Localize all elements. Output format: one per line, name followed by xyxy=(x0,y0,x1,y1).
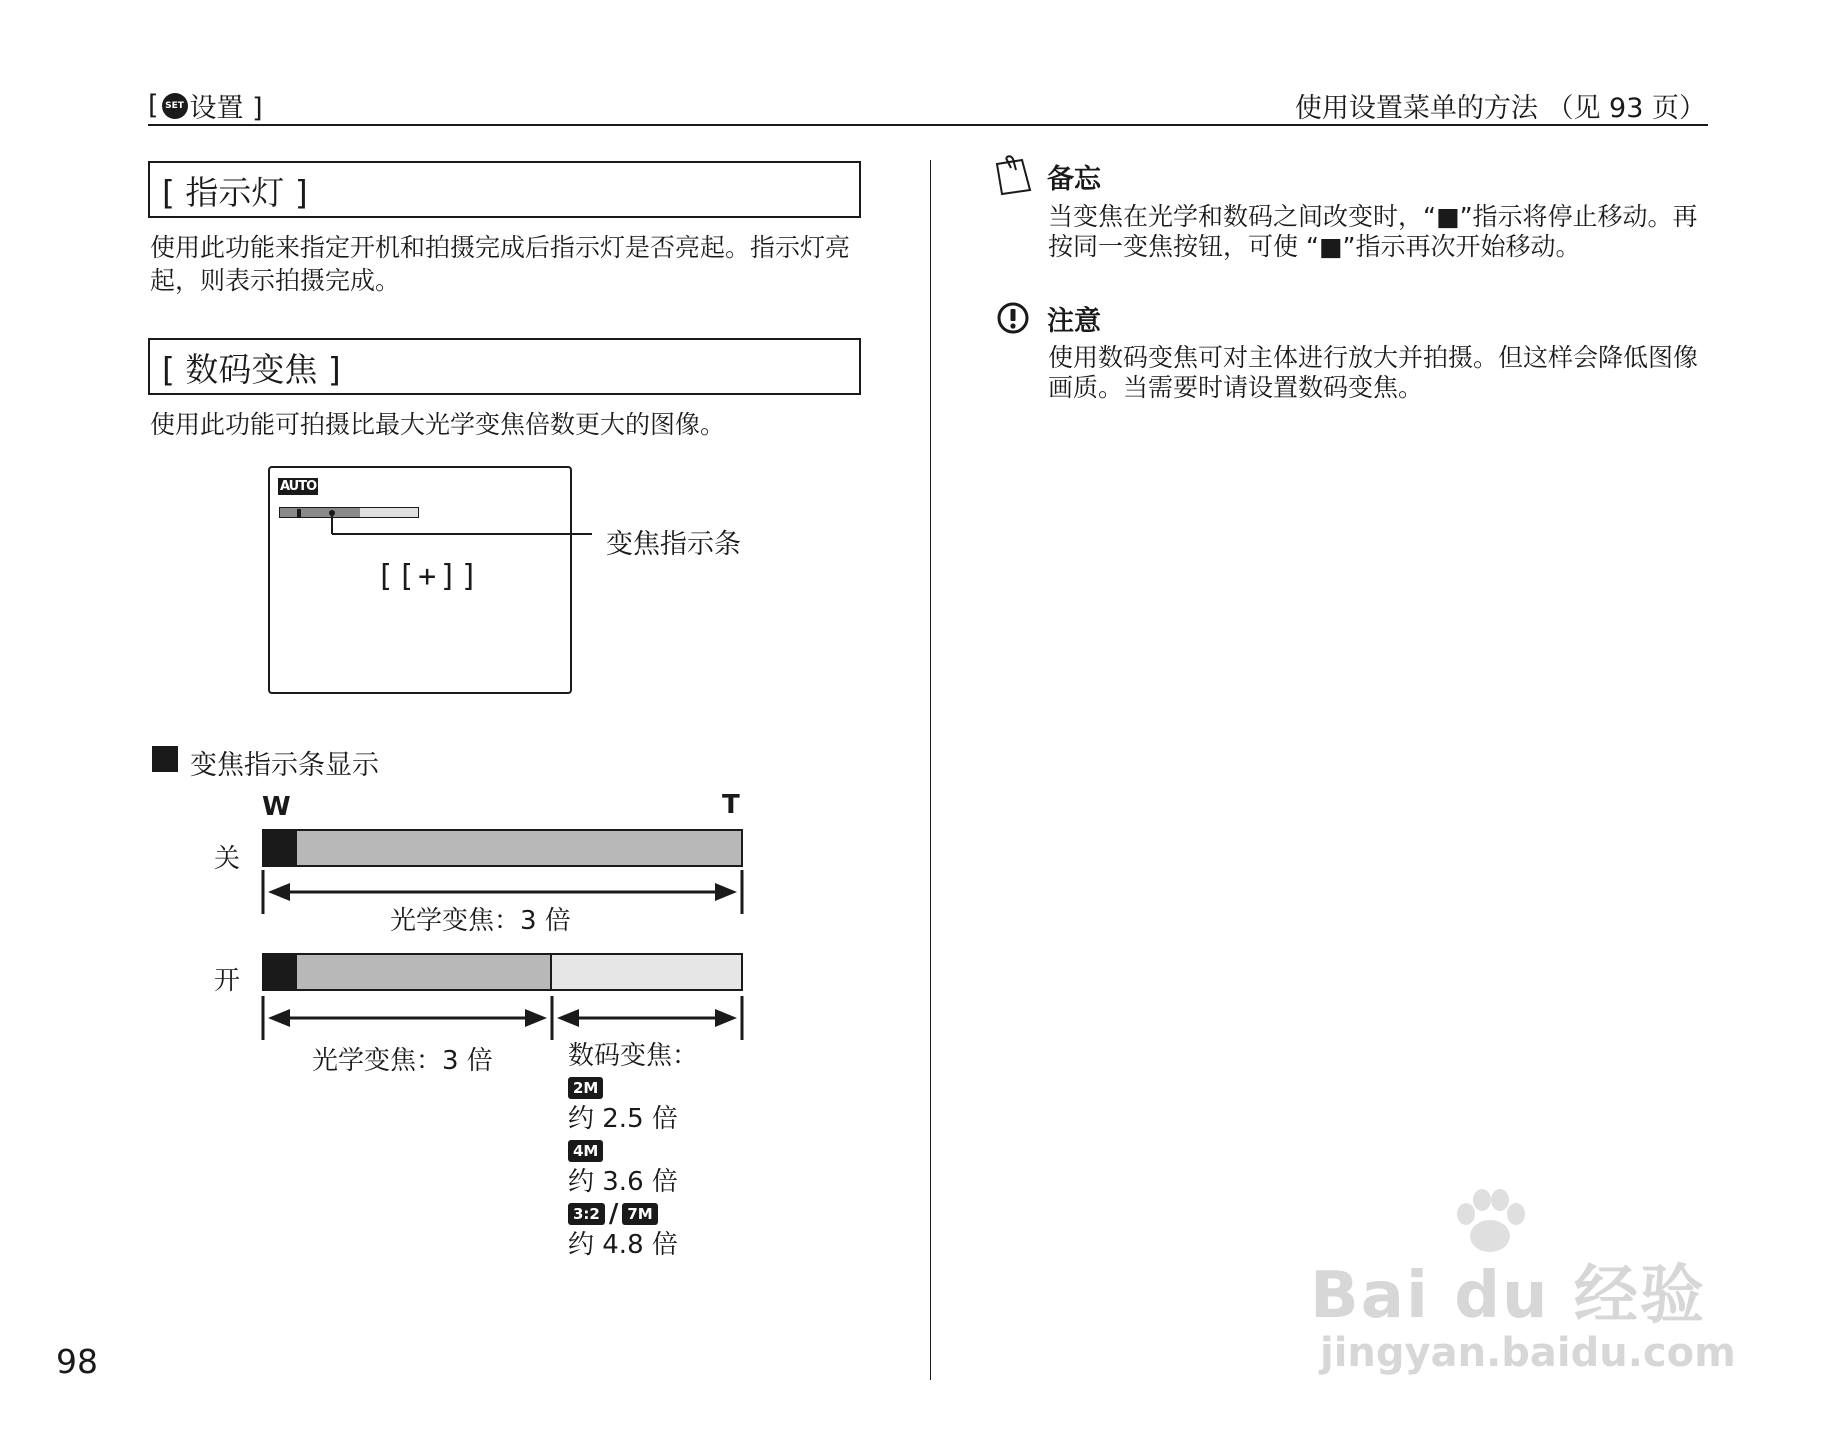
zoom-bar-display-title: 变焦指示条显示 xyxy=(190,750,379,781)
zoom-on-label: 开 xyxy=(214,966,241,996)
caution-title: 注意 xyxy=(1047,306,1101,337)
badge-separator: / xyxy=(608,1198,619,1229)
digital-entry-text: 约 2.5 倍 xyxy=(568,1104,678,1134)
resolution-7m-icon: 7M xyxy=(622,1203,657,1225)
section-body-digital-zoom: 使用此功能可拍摄比最大光学变焦倍数更大的图像。 xyxy=(150,410,726,439)
header-right-text: 使用设置菜单的方法 （见 93 页） xyxy=(1294,93,1706,124)
optical-zoom-off-text: 光学变焦：3 倍 xyxy=(390,906,571,936)
zoom-bar-on-digital xyxy=(550,955,741,989)
mini-zoom-bar-marker xyxy=(297,509,301,517)
wide-label: W xyxy=(262,792,291,822)
digital-entry-text: 约 4.8 倍 xyxy=(568,1230,678,1260)
auto-mode-icon: AUTO xyxy=(280,479,317,494)
zoom-range-arrows-on xyxy=(256,994,756,1044)
bracket-open: [ xyxy=(148,90,159,121)
zoom-bar-off xyxy=(262,829,743,867)
optical-zoom-on-text: 光学变焦：3 倍 xyxy=(312,1046,493,1076)
memo-text: 当变焦在光学和数码之间改变时，“■”指示将停止移动。再按同一变焦按钮，可使 “■”指示再次开始移动。 xyxy=(1048,202,1698,261)
legend-square-icon xyxy=(152,746,178,772)
page-number: 98 xyxy=(56,1342,98,1381)
set-icon: SET xyxy=(162,93,188,119)
column-divider xyxy=(930,160,931,1380)
digital-entry-text: 约 3.6 倍 xyxy=(568,1167,678,1197)
resolution-2m-icon: 2M xyxy=(568,1077,603,1099)
caution-text: 使用数码变焦可对主体进行放大并拍摄。但这样会降低图像画质。当需要时请设置数码变焦。 xyxy=(1048,343,1699,402)
callout-leader-line xyxy=(320,510,600,540)
tele-label: T xyxy=(722,790,740,820)
memo-title: 备忘 xyxy=(1047,164,1101,195)
digital-zoom-block xyxy=(568,1040,698,1261)
resolution-4m-icon: 4M xyxy=(568,1140,603,1162)
header-left-title: 设置 ] xyxy=(189,93,263,124)
header-divider xyxy=(148,124,1708,126)
zoom-bar-off-start xyxy=(264,831,297,865)
section-body-indicator: 使用此功能来指定开机和拍摄完成后指示灯是否亮起。指示灯亮起，则表示拍摄完成。 xyxy=(150,233,851,295)
section-title-indicator: [ 指示灯 ] xyxy=(148,161,861,218)
resolution-3-2-icon: 3:2 xyxy=(568,1203,605,1225)
af-frame-icon: [[+]] xyxy=(376,559,482,594)
exclamation-icon xyxy=(996,301,1030,335)
digital-entry-badges xyxy=(568,1072,698,1103)
callout-zoom-indicator-label: 变焦指示条 xyxy=(606,529,741,560)
watermark-brand: Bai du 经验 xyxy=(1310,1259,1706,1333)
zoom-off-label: 关 xyxy=(214,844,241,874)
digital-entry-badges xyxy=(568,1198,698,1229)
zoom-bar-on xyxy=(262,953,743,991)
zoom-bar-on-start xyxy=(264,955,297,989)
zoom-bar-on-optical xyxy=(297,955,550,989)
digital-entry-badges xyxy=(568,1135,698,1166)
memo-icon xyxy=(992,154,1036,196)
header-section-label xyxy=(148,86,263,125)
section-title-digital-zoom: [ 数码变焦 ] xyxy=(148,338,861,395)
digital-zoom-title: 数码变焦： xyxy=(568,1041,699,1071)
watermark-url: jingyan.baidu.com xyxy=(1320,1330,1736,1376)
zoom-bar-off-optical xyxy=(297,831,741,865)
